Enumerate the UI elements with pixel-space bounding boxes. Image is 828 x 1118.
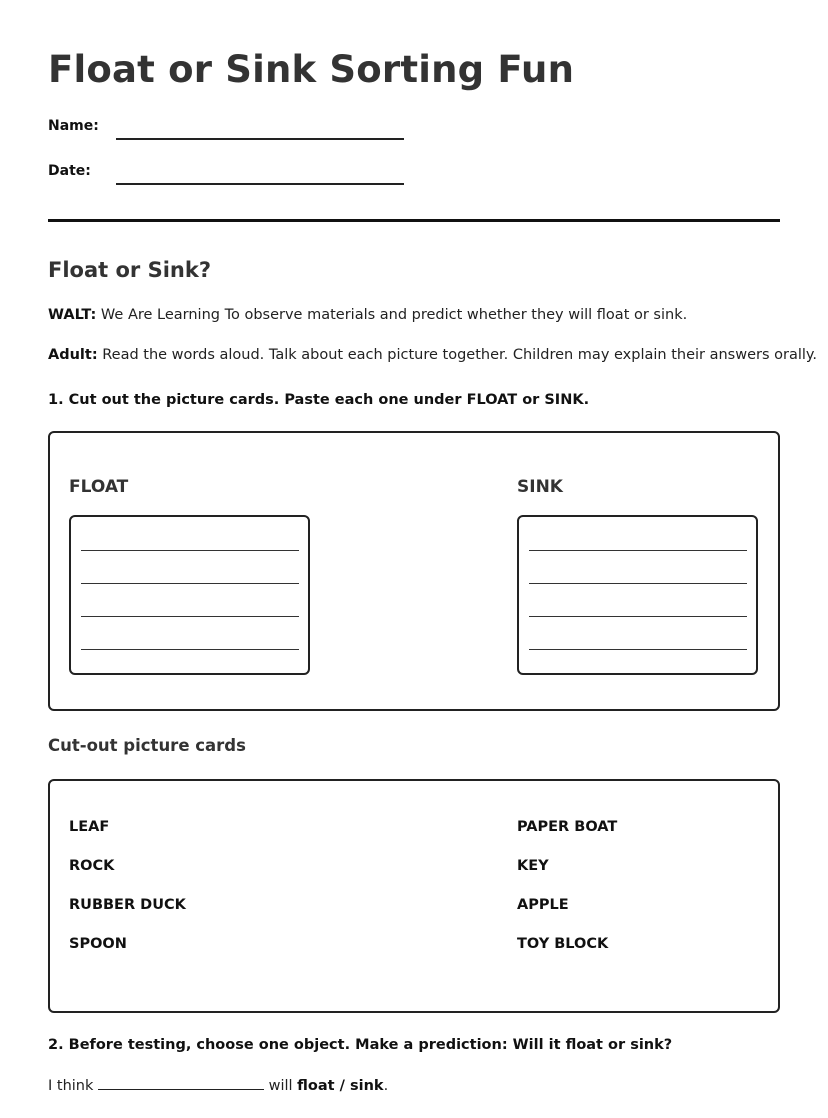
sorting-box	[48, 431, 780, 711]
adult-paragraph	[48, 347, 818, 363]
page-title: Float or Sink Sorting Fun	[48, 48, 575, 91]
card-toy-block[interactable]: TOY BLOCK	[517, 936, 609, 952]
sink-write-line	[529, 550, 747, 551]
walt-text: We Are Learning To observe materials and predict whether they will float or sink.	[96, 307, 688, 323]
card-leaf[interactable]: LEAF	[69, 819, 110, 835]
card-paper-boat[interactable]: PAPER BOAT	[517, 819, 618, 835]
sink-write-line	[529, 616, 747, 617]
float-write-line	[81, 649, 299, 650]
name-line[interactable]	[116, 138, 404, 140]
date-field	[48, 163, 91, 179]
adult-text: Read the words aloud. Talk about each picture together. Children may explain their answers orally.	[97, 347, 818, 363]
card-rubber-duck[interactable]: RUBBER DUCK	[69, 897, 186, 913]
prediction-suffix: .	[383, 1078, 389, 1094]
prediction-blank[interactable]	[98, 1077, 264, 1090]
section-heading: Float or Sink?	[48, 258, 212, 282]
date-label: Date:	[48, 163, 91, 179]
date-line[interactable]	[116, 183, 404, 185]
walt-label: WALT:	[48, 307, 97, 323]
sink-write-line	[529, 649, 747, 650]
card-spoon[interactable]: SPOON	[69, 936, 127, 952]
float-write-line	[81, 616, 299, 617]
name-field	[48, 118, 99, 134]
float-drop-area[interactable]	[69, 515, 310, 675]
card-apple[interactable]: APPLE	[517, 897, 569, 913]
sink-drop-area[interactable]	[517, 515, 758, 675]
cards-box	[48, 779, 780, 1013]
walt-paragraph	[48, 307, 780, 323]
prediction-middle: will	[264, 1078, 298, 1094]
adult-label: Adult:	[48, 347, 98, 363]
prediction-prefix: I think	[48, 1078, 98, 1094]
card-key[interactable]: KEY	[517, 858, 549, 874]
instruction-1: 1. Cut out the picture cards. Paste each one under FLOAT or SINK.	[48, 392, 590, 408]
prediction-options: float / sink	[297, 1078, 384, 1094]
header-divider	[48, 219, 780, 222]
float-write-line	[81, 583, 299, 584]
float-label: FLOAT	[69, 477, 129, 497]
float-write-line	[81, 550, 299, 551]
cards-heading: Cut-out picture cards	[48, 736, 246, 755]
card-rock[interactable]: ROCK	[69, 858, 115, 874]
name-label: Name:	[48, 118, 99, 134]
instruction-2: 2. Before testing, choose one object. Make a prediction: Will it float or sink?	[48, 1037, 673, 1053]
prediction-sentence	[48, 1077, 780, 1094]
sink-label: SINK	[517, 477, 563, 497]
sink-write-line	[529, 583, 747, 584]
